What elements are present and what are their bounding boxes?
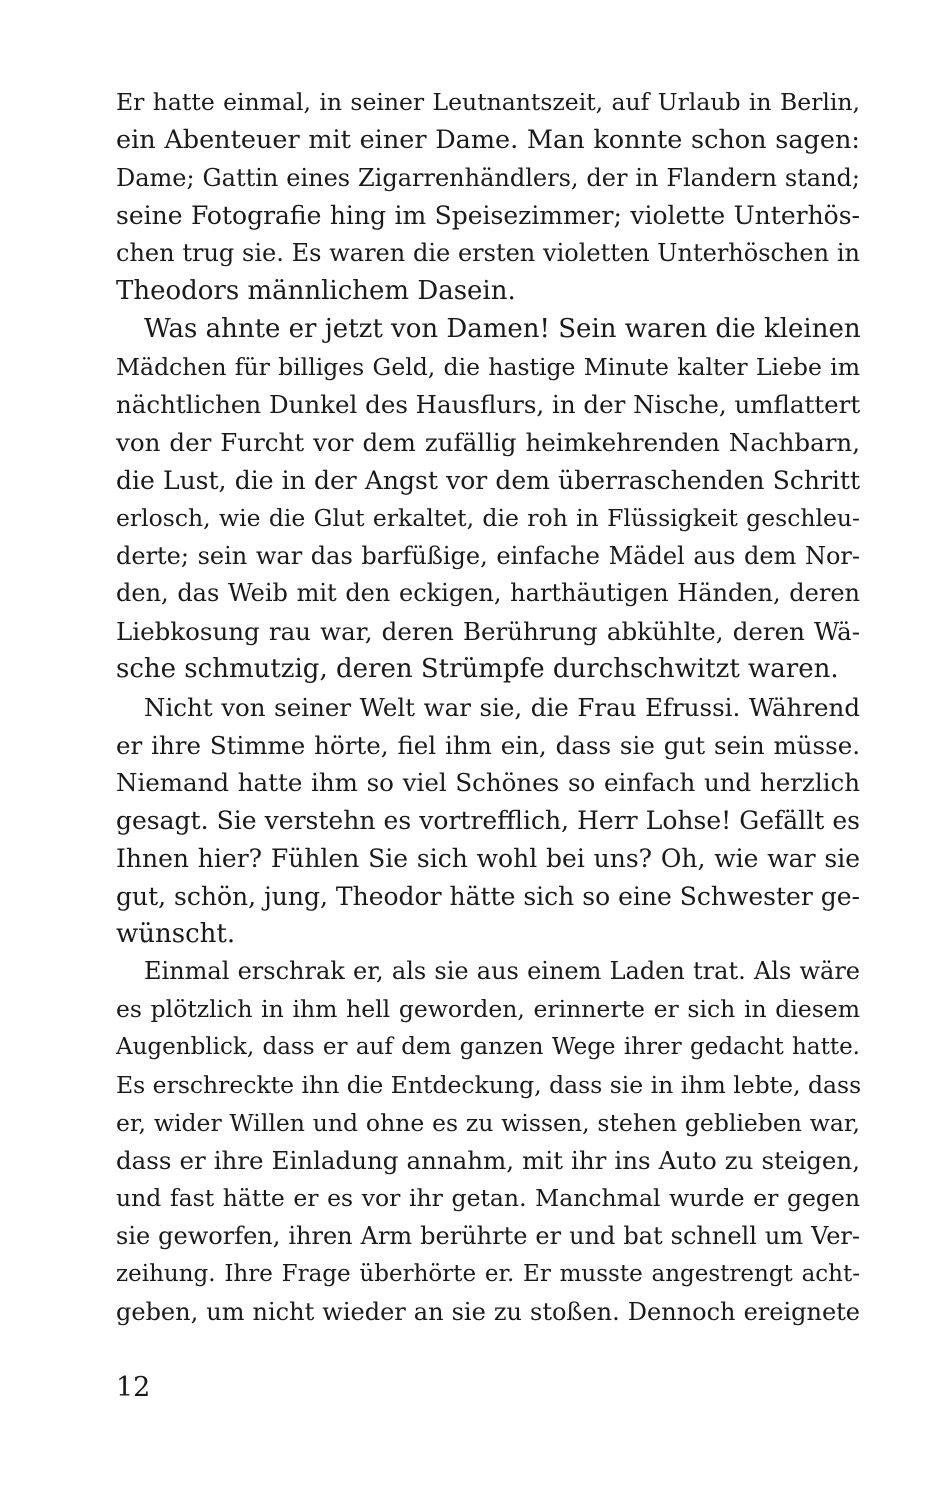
page-number: 12 (116, 1372, 151, 1403)
text-line: ein Abenteuer mit einer Dame. Man konnte schon sagen: (116, 124, 860, 155)
text-line: Es erschreckte ihn die Entdeckung, dass sie in ihm lebte, dass (116, 1070, 862, 1099)
text-line: gesagt. Sie verstehn es vortrefflich, Herr Lohse! Gefällt es (116, 806, 860, 836)
text-line: seine Fotografie hing im Speisezimmer; violette Unterhös- (116, 201, 860, 231)
text-line: sie geworfen, ihren Arm berührte er und bat schnell um Ver- (116, 1221, 860, 1250)
text-line: Theodors männlichem Dasein. (116, 275, 516, 306)
text-line: derte; sein war das barfüßige, einfache Mädel aus dem Nor- (116, 541, 860, 570)
text-line: Liebkosung rau war, deren Berührung abkühlte, deren Wä- (116, 617, 860, 647)
text-line: geben, um nicht wieder an sie zu stoßen. Dennoch ereignete (116, 1297, 860, 1326)
text-line: erlosch, wie die Glut erkaltet, die roh in Flüssigkeit geschleu- (116, 503, 860, 532)
body-text (116, 84, 860, 1331)
text-line: gut, schön, jung, Theodor hätte sich so eine Schwester ge- (116, 881, 860, 911)
text-line: Nicht von seiner Welt war sie, die Frau Efrussi. Während (144, 692, 860, 722)
text-line: wünscht. (116, 918, 236, 949)
text-line: Niemand hatte ihm so viel Schönes so einfach und herzlich (116, 768, 860, 798)
text-line: Augenblick, dass er auf dem ganzen Wege ihrer gedacht hatte. (116, 1033, 860, 1060)
text-line: chen trug sie. Es waren die ersten violetten Unterhöschen in (116, 239, 860, 268)
text-line: nächtlichen Dunkel des Hausflurs, in der Nische, umflattert (116, 390, 861, 420)
text-line: Was ahnte er jetzt von Damen! Sein waren die kleinen (144, 313, 861, 344)
text-line: dass er ihre Einladung annahm, mit ihr ins Auto zu steigen, (116, 1146, 860, 1176)
text-line: Er hatte einmal, in seiner Leutnantszeit, auf Urlaub in Berlin, (116, 88, 860, 116)
text-line: Dame; Gattin eines Zigarrenhändlers, der in Flandern stand; (116, 163, 860, 192)
text-line: er, wider Willen und ohne es zu wissen, stehen geblieben war, (116, 1108, 860, 1137)
text-line: von der Furcht vor dem zufällig heimkehrenden Nachbarn, (116, 428, 860, 458)
text-line: und fast hätte er es vor ihr getan. Manchmal wurde er gegen (116, 1184, 860, 1213)
text-line: Mädchen für billiges Geld, die hastige Minute kalter Liebe im (116, 352, 860, 381)
text-line: Einmal erschrak er, als sie aus einem Laden trat. Als wäre (144, 957, 860, 986)
text-line: die Lust, die in der Angst vor dem überraschenden Schritt (116, 465, 860, 495)
text-line: sche schmutzig, deren Strümpfe durchschwitzt waren. (116, 653, 839, 684)
text-line: es plötzlich in ihm hell geworden, erinnerte er sich in diesem (116, 995, 860, 1024)
text-line: den, das Weib mit den eckigen, harthäutigen Händen, deren (116, 579, 860, 608)
text-line: er ihre Stimme hörte, fiel ihm ein, dass sie gut sein müsse. (116, 730, 860, 760)
text-line: Ihnen hier? Fühlen Sie sich wohl bei uns? Oh, wie war sie (116, 843, 860, 873)
text-line: zeihung. Ihre Frage überhörte er. Er musste angestrengt acht- (116, 1260, 860, 1287)
